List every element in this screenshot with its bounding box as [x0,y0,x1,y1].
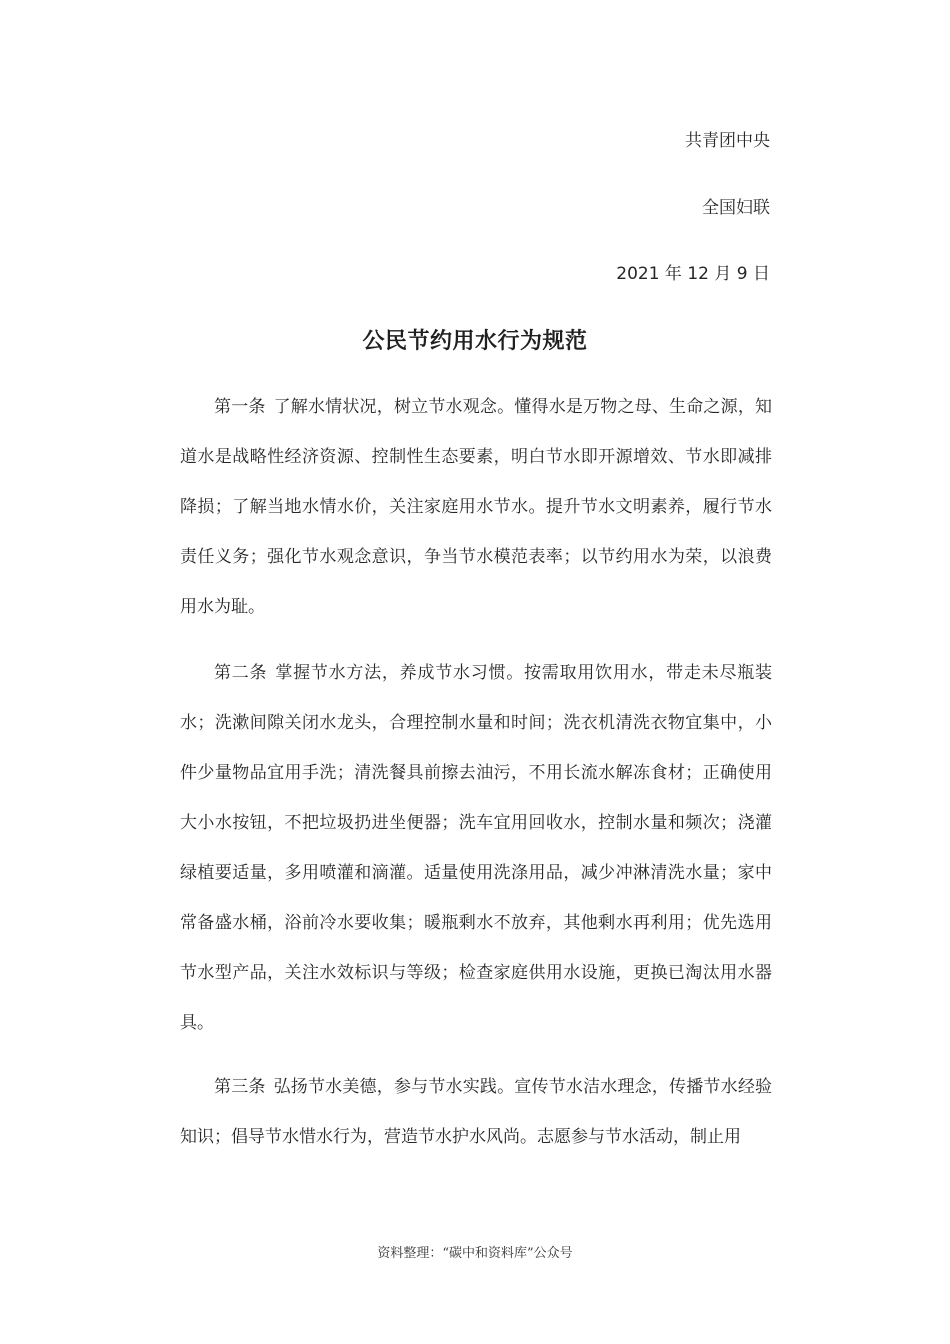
issue-date: 2021 年 12 月 9 日 [616,264,770,284]
article-1 [180,382,772,632]
article-2 [180,648,772,1048]
article-3-text: 弘扬节水美德，参与节水实践。宣传节水洁水理念，传播节水经验知识；倡导节水惜水行为，营造节水护水风尚。志愿参与节水活动，制止用 [180,1077,773,1147]
article-1-text: 了解水情状况，树立节水观念。懂得水是万物之母、生命之源，知道水是战略性经济资源、控制性生态要素，明白节水即开源增效、节水即减排降损；了解当地水情水价，关注家庭用水节水。提升节水文明素养，履行节水责任义务；强化节水观念意识，争当节水模范表率；以节约用水为荣，以浪费用水为耻。 [180,397,773,617]
article-2-number: 第二条 [214,663,268,683]
footer-source-note: 资料整理：“碳中和资料库”公众号 [377,1246,573,1261]
article-3 [180,1062,772,1162]
issuer-womens-federation: 全国妇联 [702,198,770,218]
article-3-number: 第三条 [214,1077,266,1097]
article-2-text: 掌握节水方法，养成节水习惯。按需取用饮用水，带走未尽瓶装水；洗漱间隙关闭水龙头，合理控制水量和时间；洗衣机清洗衣物宜集中，小件少量物品宜用手洗；清洗餐具前擦去油污，不用长流水解冻食材；正确使用大小水按钮，不把垃圾扔进坐便器；洗车宜用回收水，控制水量和频次；浇灌绿植要适量，多用喷灌和滴灌。适量使用洗涤用品，减少冲淋清洗水量；家中常备盛水桶，浴前冷水要收集；暖瓶剩水不放弃，其他剩水再利用；优先选用节水型产品，关注水效标识与等级；检查家庭供用水设施，更换已淘汰用水器具。 [180,663,773,1033]
issuer-communist-youth-league: 共青团中央 [685,131,770,151]
article-1-number: 第一条 [214,397,266,417]
document-title: 公民节约用水行为规范 [362,329,588,354]
